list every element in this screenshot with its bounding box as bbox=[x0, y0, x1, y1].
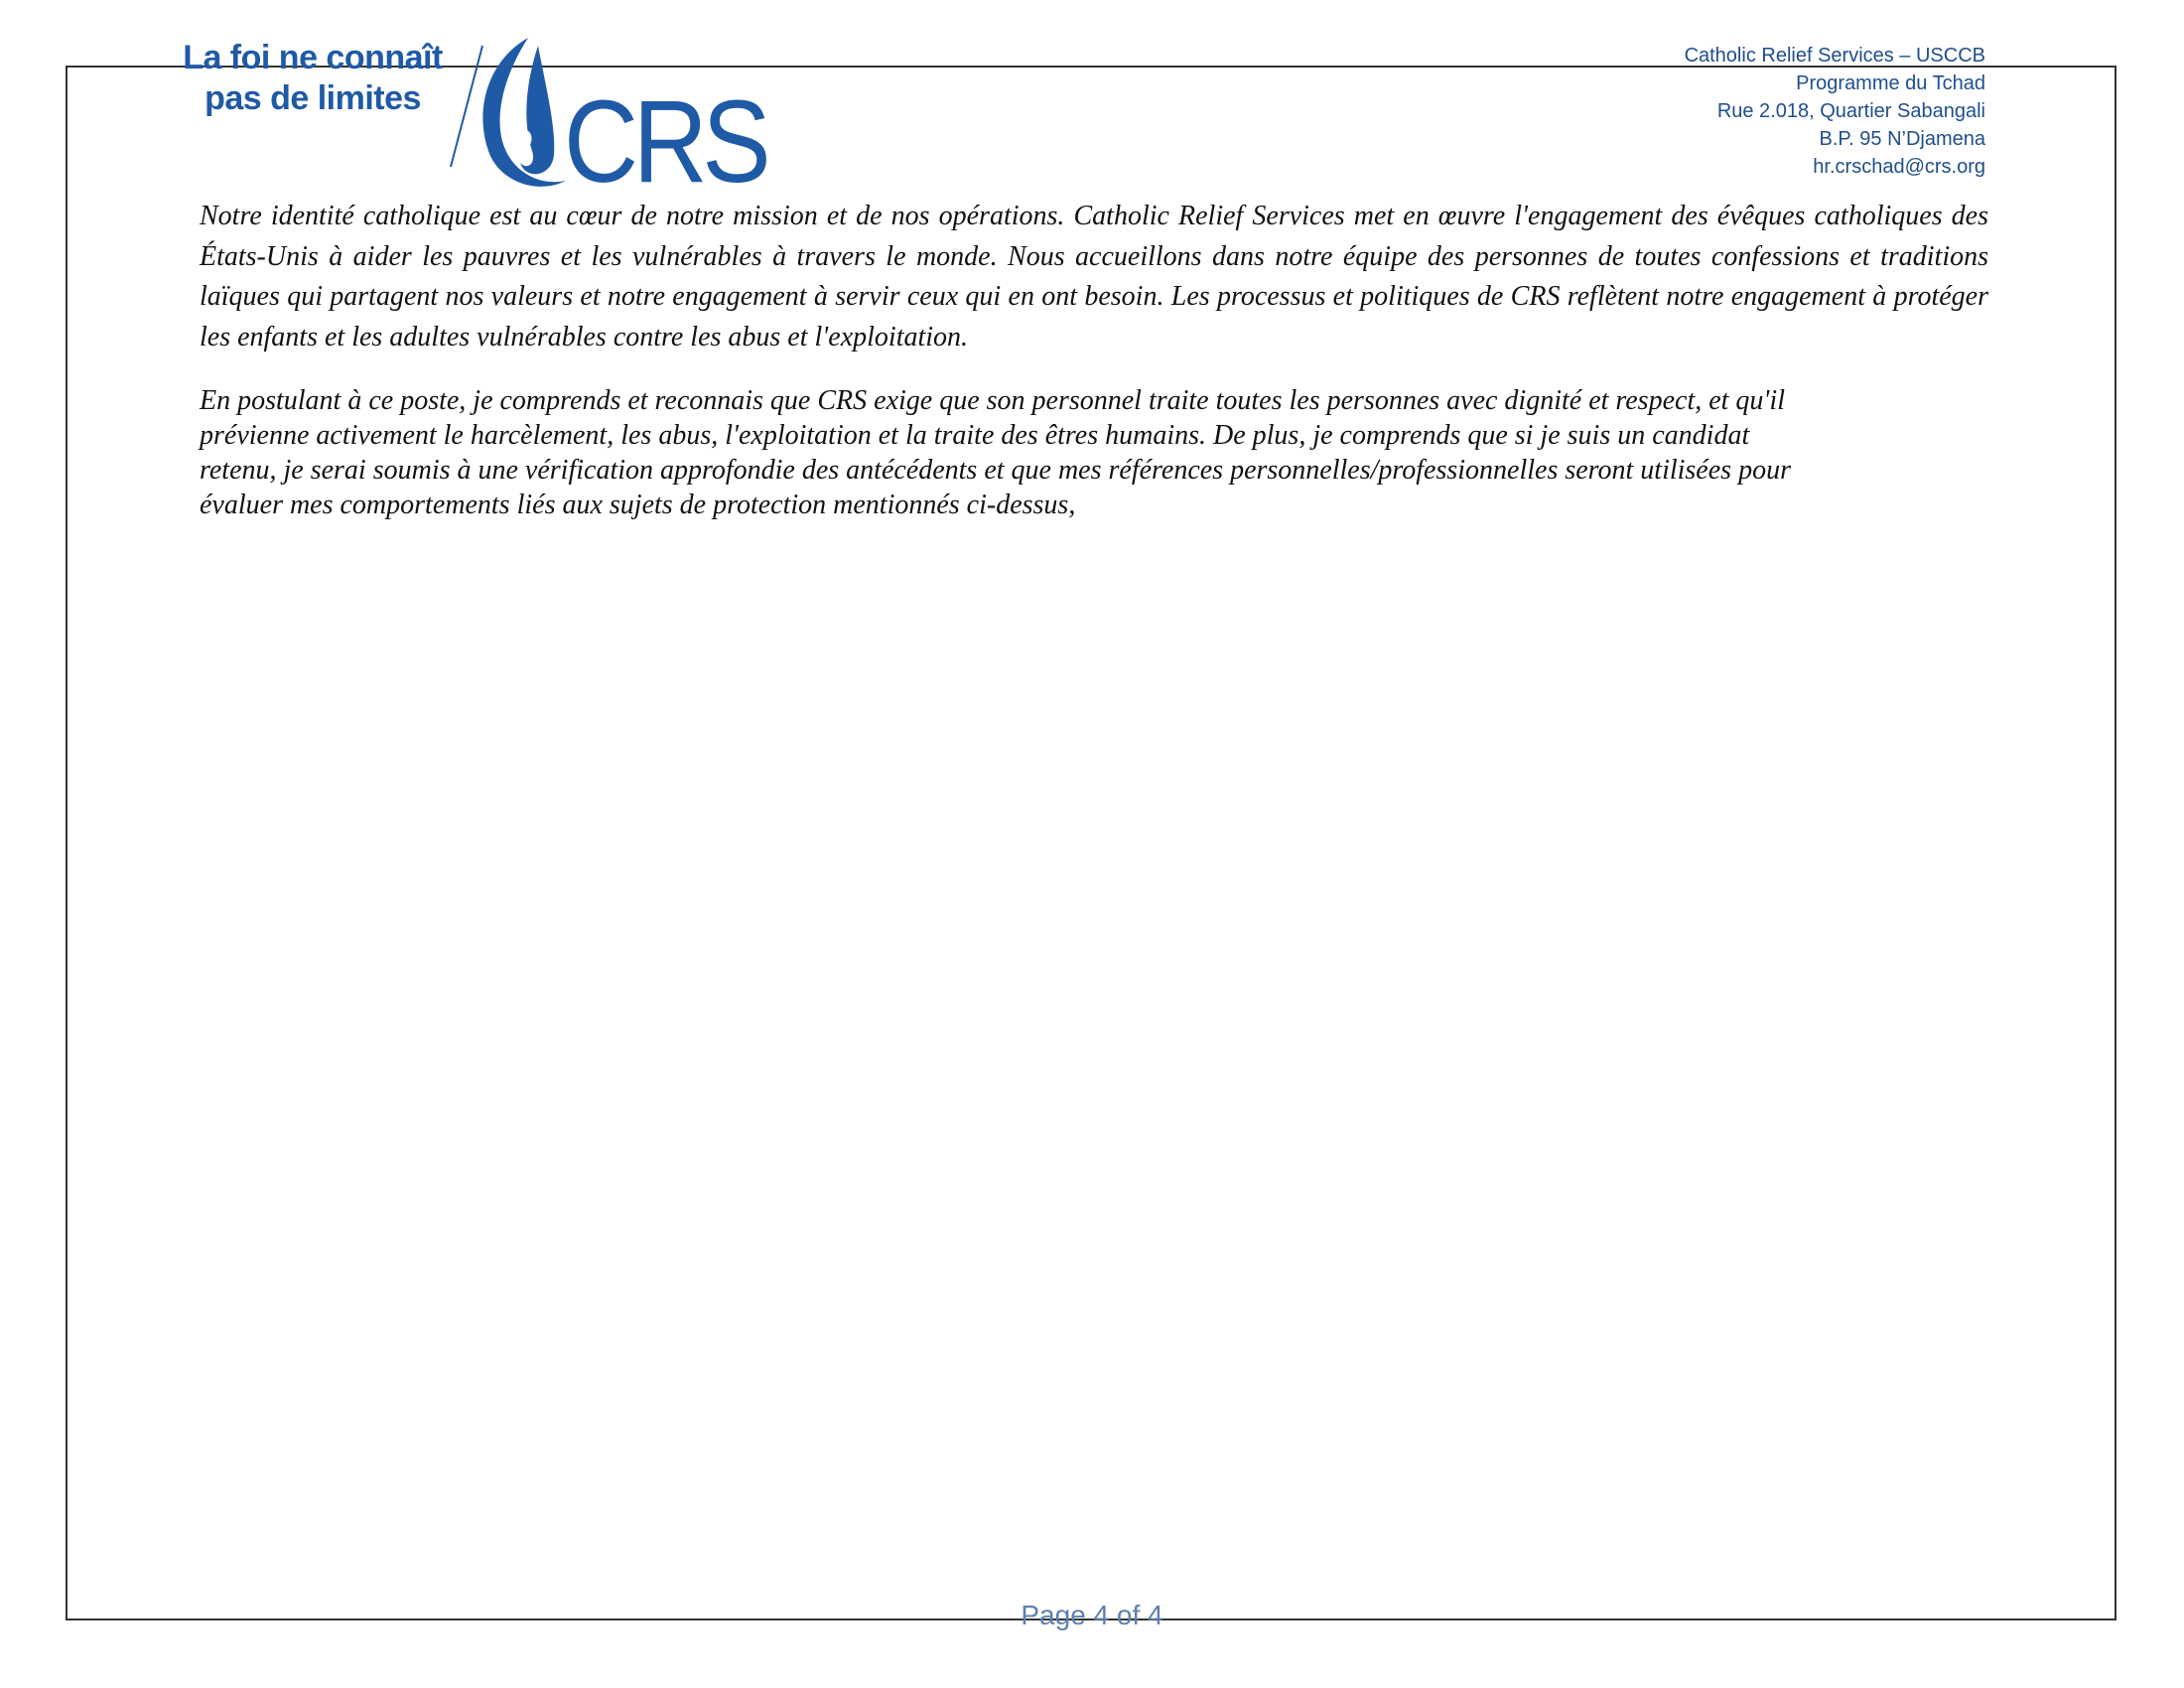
document-body bbox=[200, 197, 1988, 522]
safeguarding-line-1: En postulant à ce poste, je comprends et reconnais que CRS exige que son personnel traite toutes les personnes avec dignité et respect, et qu'il bbox=[200, 385, 1785, 416]
address-organization: Catholic Relief Services – USCCB bbox=[1684, 45, 1985, 67]
crs-logo-block bbox=[169, 32, 766, 208]
address-po-box: B.P. 95 N’Djamena bbox=[1819, 128, 1985, 150]
safeguarding-line-4: évaluer mes comportements liés aux sujets de protection mentionnés ci-dessus, bbox=[200, 490, 1076, 520]
crs-logo-text: CRS bbox=[564, 76, 766, 208]
tagline-line-1: La foi ne connaît bbox=[183, 39, 443, 76]
address-email[interactable]: hr.crschad@crs.org bbox=[1813, 156, 1985, 178]
page-number: Page 4 of 4 bbox=[1021, 1600, 1163, 1630]
safeguarding-paragraph bbox=[200, 383, 1988, 522]
safeguarding-line-3: retenu, je serai soumis à une vérification approfondie des antécédents et que mes références personnelles/professionnelles seront utilisées pour bbox=[200, 455, 1791, 486]
address-block bbox=[1685, 42, 1985, 181]
safeguarding-line-2: prévienne activement le harcèlement, les abus, l'exploitation et la traite des êtres humains. De plus, je comprends que si je suis un candidat bbox=[200, 420, 1750, 451]
identity-paragraph: Notre identité catholique est au cœur de notre mission et de nos opérations. Catholic Relief Services met en œuvre l'engagement des évêques catholiques des États-Unis à aider les pauvres et les vulnérables à travers le monde. Nous accueillons dans notre équipe des personnes de toutes confessions et traditions laïques qui partagent nos valeurs et notre engagement à servir ceux qui en ont besoin. Les processus et politiques de CRS reflètent notre engagement à protéger les enfants et les adultes vulnérables contre les abus et l'exploitation. bbox=[200, 201, 1988, 352]
logo-tagline bbox=[169, 38, 457, 119]
address-street: Rue 2.018, Quartier Sabangali bbox=[1716, 100, 1985, 122]
address-program: Programme du Tchad bbox=[1796, 72, 1985, 94]
crs-flame-icon bbox=[467, 32, 576, 201]
tagline-line-2: pas de limites bbox=[205, 79, 421, 117]
